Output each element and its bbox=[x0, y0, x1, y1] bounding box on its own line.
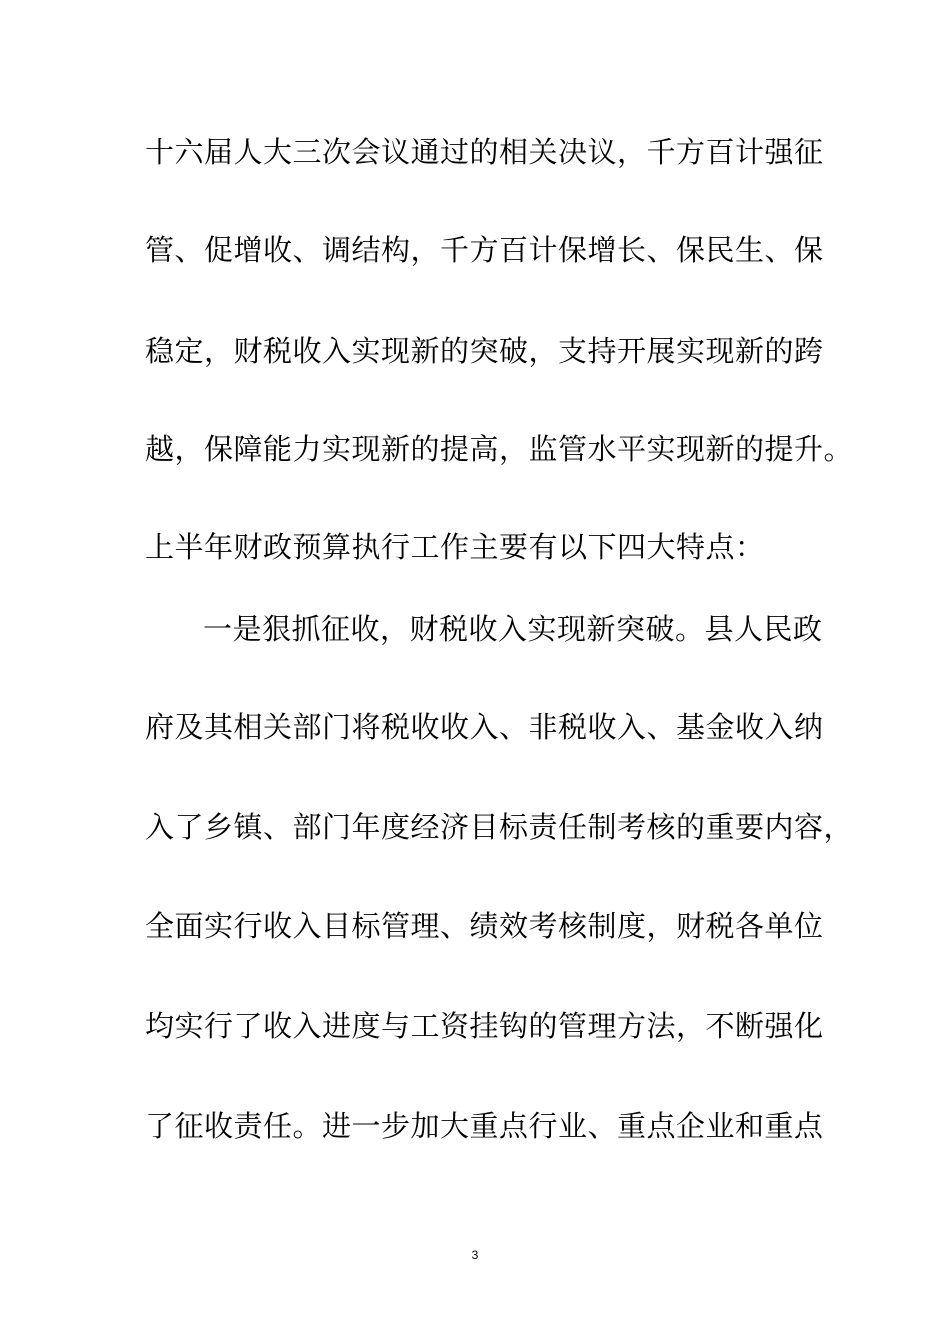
body-line-10: 均实行了收入进度与工资挂钩的管理方法，不断强化 bbox=[145, 1009, 824, 1043]
page-number: 3 bbox=[471, 1248, 479, 1262]
body-line-2: 管、促增收、调结构，千方百计保增长、保民生、保 bbox=[145, 233, 824, 267]
body-line-8: 入了乡镇、部门年度经济目标责任制考核的重要内容， bbox=[145, 810, 854, 844]
paragraph-start-line: 一是狠抓征收，财税收入实现新突破。县人民政 bbox=[203, 612, 823, 646]
body-line-1: 十六届人大三次会议通过的相关决议，千方百计强征 bbox=[145, 135, 824, 169]
body-line-4: 越，保障能力实现新的提高，监管水平实现新的提升。 bbox=[145, 432, 854, 466]
body-line-11: 了征收责任。进一步加大重点行业、重点企业和重点 bbox=[145, 1109, 824, 1143]
body-line-5: 上半年财政预算执行工作主要有以下四大特点： bbox=[145, 530, 765, 564]
body-line-9: 全面实行收入目标管理、绩效考核制度，财税各单位 bbox=[145, 909, 824, 943]
body-line-3: 稳定，财税收入实现新的突破，支持开展实现新的跨 bbox=[145, 334, 824, 368]
body-line-7: 府及其相关部门将税收收入、非税收入、基金收入纳 bbox=[145, 710, 824, 744]
